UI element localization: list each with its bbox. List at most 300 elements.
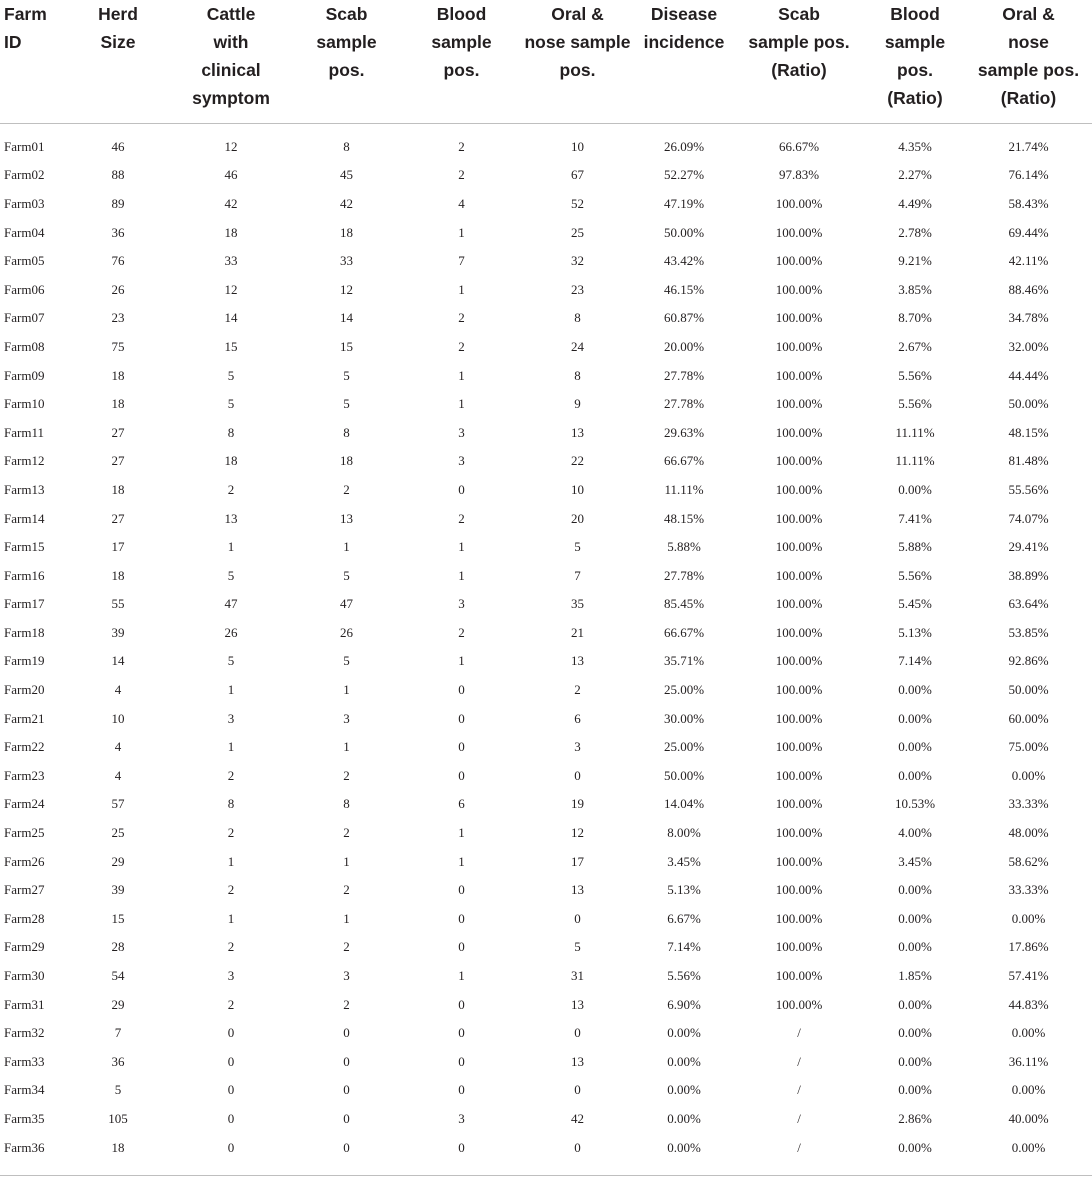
cell-disease-incidence: 6.67% [667, 910, 701, 926]
cell-farm-id: Farm07 [4, 310, 45, 326]
cell-blood-pos: 1 [458, 567, 465, 583]
cell-blood-ratio: 0.00% [898, 767, 932, 783]
table-row [0, 1019, 1092, 1048]
cell-herd-size: 4 [114, 682, 122, 698]
cell-disease-incidence: 25.00% [663, 682, 705, 698]
cell-herd-size: 29 [111, 853, 125, 869]
cell-blood-pos: 1 [458, 968, 465, 984]
cell-oral-nose-pos: 3 [574, 739, 581, 755]
cell-disease-incidence: 48.15% [663, 510, 705, 526]
cell-scab-pos: 1 [343, 682, 350, 698]
table-row [0, 704, 1092, 733]
cell-clinical-symptom: 3 [227, 710, 235, 726]
cell-scab-ratio: 100.00% [775, 281, 823, 297]
table-row [0, 161, 1092, 190]
cell-oral-nose-pos: 6 [574, 710, 581, 726]
cell-oral-nose-ratio: 50.00% [1008, 396, 1049, 412]
cell-blood-pos: 2 [458, 624, 465, 640]
cell-herd-size: 17 [111, 539, 125, 555]
cell-clinical-symptom: 14 [224, 310, 238, 326]
cell-oral-nose-ratio: 0.00% [1011, 1082, 1046, 1098]
cell-clinical-symptom: 42 [224, 195, 238, 211]
cell-oral-nose-ratio: 81.48% [1008, 453, 1049, 469]
table-row [0, 876, 1092, 905]
cell-scab-ratio: 100.00% [775, 882, 823, 898]
cell-scab-ratio: 100.00% [775, 567, 823, 583]
cell-blood-pos: 0 [458, 1139, 465, 1155]
cell-scab-ratio: / [797, 1025, 801, 1041]
cell-herd-size: 27 [111, 424, 125, 440]
cell-disease-incidence: 20.00% [663, 338, 705, 354]
cell-disease-incidence: 66.67% [663, 624, 705, 640]
table-row [0, 1133, 1092, 1162]
cell-farm-id: Farm27 [4, 882, 45, 898]
cell-oral-nose-pos: 13 [571, 1053, 584, 1069]
cell-oral-nose-ratio: 92.86% [1008, 653, 1049, 669]
cell-scab-pos: 8 [343, 424, 350, 440]
table-row [0, 418, 1092, 447]
cell-disease-incidence: 5.88% [667, 539, 701, 555]
cell-herd-size: 26 [111, 281, 125, 297]
cell-oral-nose-ratio: 60.00% [1008, 710, 1049, 726]
cell-clinical-symptom: 2 [227, 996, 235, 1012]
cell-oral-nose-ratio: 74.07% [1008, 510, 1049, 526]
cell-blood-ratio: 2.86% [898, 1110, 932, 1126]
cell-scab-pos: 8 [343, 796, 350, 812]
cell-blood-pos: 6 [458, 796, 465, 812]
table-row [0, 361, 1092, 390]
cell-oral-nose-ratio: 0.00% [1011, 767, 1046, 783]
cell-scab-pos: 18 [340, 453, 353, 469]
cell-scab-ratio: 100.00% [775, 624, 823, 640]
cell-clinical-symptom: 0 [227, 1082, 235, 1098]
cell-scab-pos: 3 [343, 968, 350, 984]
table-row [0, 619, 1092, 648]
cell-farm-id: Farm19 [4, 653, 45, 669]
table-row [0, 790, 1092, 819]
cell-disease-incidence: 66.67% [663, 453, 705, 469]
table-row [0, 590, 1092, 619]
cell-oral-nose-ratio: 53.85% [1008, 624, 1049, 640]
cell-scab-pos: 5 [343, 367, 350, 383]
cell-oral-nose-pos: 17 [571, 853, 584, 869]
cell-oral-nose-pos: 20 [571, 510, 584, 526]
table-row [0, 933, 1092, 962]
cell-blood-pos: 0 [458, 910, 465, 926]
cell-blood-ratio: 0.00% [898, 1082, 932, 1098]
cell-blood-pos: 1 [458, 224, 465, 240]
cell-disease-incidence: 14.04% [663, 796, 705, 812]
cell-blood-pos: 3 [458, 596, 465, 612]
cell-oral-nose-ratio: 69.44% [1008, 224, 1049, 240]
cell-blood-ratio: 0.00% [898, 882, 932, 898]
cell-scab-pos: 42 [340, 195, 353, 211]
cell-oral-nose-pos: 0 [574, 767, 581, 783]
cell-oral-nose-ratio: 75.00% [1008, 739, 1049, 755]
cell-scab-pos: 14 [340, 310, 353, 326]
cell-scab-pos: 26 [340, 624, 353, 640]
cell-herd-size: 36 [111, 1053, 125, 1069]
cell-scab-ratio: 100.00% [775, 253, 823, 269]
cell-blood-ratio: 4.00% [898, 825, 932, 841]
cell-blood-pos: 7 [458, 253, 465, 269]
cell-blood-ratio: 3.85% [898, 281, 932, 297]
cell-scab-ratio: 100.00% [775, 338, 823, 354]
table-row [0, 905, 1092, 934]
cell-oral-nose-ratio: 38.89% [1008, 567, 1049, 583]
cell-oral-nose-pos: 31 [571, 968, 584, 984]
cell-blood-ratio: 0.00% [898, 910, 932, 926]
cell-herd-size: 18 [111, 396, 125, 412]
cell-scab-ratio: 100.00% [775, 767, 823, 783]
cell-blood-ratio: 10.53% [894, 796, 936, 812]
cell-clinical-symptom: 12 [224, 281, 238, 297]
cell-blood-ratio: 5.45% [898, 596, 932, 612]
cell-oral-nose-ratio: 88.46% [1008, 281, 1049, 297]
cell-blood-pos: 1 [458, 653, 465, 669]
cell-oral-nose-pos: 67 [571, 167, 584, 183]
column-header-herd-size: Herd Size [64, 0, 172, 123]
cell-farm-id: Farm06 [4, 281, 45, 297]
cell-herd-size: 25 [111, 825, 125, 841]
cell-scab-pos: 2 [343, 939, 350, 955]
cell-oral-nose-pos: 8 [574, 310, 581, 326]
cell-oral-nose-ratio: 58.62% [1008, 853, 1049, 869]
cell-farm-id: Farm33 [4, 1053, 45, 1069]
table-header-row [0, 0, 1092, 123]
cell-blood-pos: 0 [458, 682, 465, 698]
column-header-farm-id: Farm ID [0, 0, 64, 123]
cell-blood-ratio: 5.56% [898, 396, 932, 412]
cell-blood-ratio: 0.00% [898, 710, 932, 726]
cell-blood-ratio: 3.45% [898, 853, 932, 869]
cell-clinical-symptom: 2 [227, 767, 235, 783]
cell-scab-pos: 0 [343, 1053, 350, 1069]
cell-farm-id: Farm25 [4, 825, 45, 841]
cell-herd-size: 39 [111, 882, 125, 898]
cell-oral-nose-pos: 9 [574, 396, 581, 412]
cell-clinical-symptom: 2 [227, 825, 235, 841]
column-header-blood-pos: Blood sample pos. [403, 0, 520, 123]
cell-blood-pos: 1 [458, 367, 465, 383]
cell-scab-ratio: 100.00% [775, 224, 823, 240]
cell-herd-size: 89 [111, 195, 125, 211]
cell-blood-ratio: 0.00% [898, 481, 932, 497]
cell-blood-pos: 2 [458, 338, 465, 354]
cell-scab-pos: 0 [343, 1025, 350, 1041]
cell-farm-id: Farm32 [4, 1025, 45, 1041]
cell-oral-nose-pos: 13 [571, 996, 584, 1012]
cell-disease-incidence: 27.78% [663, 396, 705, 412]
cell-oral-nose-ratio: 17.86% [1008, 939, 1049, 955]
cell-blood-ratio: 2.78% [898, 224, 932, 240]
cell-oral-nose-ratio: 48.15% [1008, 424, 1049, 440]
cell-disease-incidence: 11.11% [664, 481, 704, 497]
cell-blood-ratio: 9.21% [898, 253, 932, 269]
cell-oral-nose-pos: 12 [571, 825, 584, 841]
cell-clinical-symptom: 2 [227, 939, 235, 955]
cell-blood-pos: 2 [458, 138, 465, 154]
cell-herd-size: 57 [111, 796, 125, 812]
cell-farm-id: Farm34 [4, 1082, 45, 1098]
cell-clinical-symptom: 18 [224, 224, 238, 240]
table-row [0, 762, 1092, 791]
cell-blood-pos: 2 [458, 310, 465, 326]
cell-scab-ratio: / [797, 1082, 801, 1098]
cell-clinical-symptom: 0 [227, 1110, 235, 1126]
cell-scab-pos: 3 [343, 710, 350, 726]
cell-oral-nose-pos: 25 [571, 224, 584, 240]
cell-herd-size: 88 [111, 167, 125, 183]
cell-oral-nose-pos: 13 [571, 653, 584, 669]
bottom-rule-cell [0, 1162, 1092, 1176]
cell-herd-size: 18 [111, 367, 125, 383]
cell-blood-ratio: 7.41% [898, 510, 932, 526]
cell-blood-ratio: 0.00% [898, 1139, 932, 1155]
cell-farm-id: Farm08 [4, 338, 45, 354]
cell-blood-pos: 1 [458, 853, 465, 869]
cell-disease-incidence: 6.90% [667, 996, 701, 1012]
cell-scab-ratio: 100.00% [775, 596, 823, 612]
cell-scab-ratio: 100.00% [775, 710, 823, 726]
cell-oral-nose-ratio: 55.56% [1008, 481, 1049, 497]
cell-blood-pos: 0 [458, 481, 465, 497]
cell-farm-id: Farm11 [4, 424, 44, 440]
cell-farm-id: Farm21 [4, 710, 45, 726]
cell-herd-size: 23 [111, 310, 125, 326]
table-row [0, 647, 1092, 676]
cell-scab-ratio: 100.00% [775, 424, 823, 440]
cell-oral-nose-ratio: 50.00% [1008, 682, 1049, 698]
cell-clinical-symptom: 1 [227, 739, 235, 755]
cell-oral-nose-pos: 10 [571, 481, 584, 497]
cell-scab-pos: 5 [343, 567, 350, 583]
cell-blood-pos: 0 [458, 996, 465, 1012]
cell-farm-id: Farm26 [4, 853, 45, 869]
cell-oral-nose-pos: 23 [571, 281, 584, 297]
table-row [0, 218, 1092, 247]
cell-disease-incidence: 30.00% [663, 710, 705, 726]
cell-scab-ratio: 100.00% [775, 539, 823, 555]
table-body [0, 123, 1092, 1175]
cell-blood-pos: 0 [458, 1053, 465, 1069]
cell-blood-ratio: 11.11% [895, 424, 935, 440]
cell-blood-pos: 0 [458, 882, 465, 898]
table-row [0, 476, 1092, 505]
cell-herd-size: 76 [111, 253, 125, 269]
cell-farm-id: Farm30 [4, 968, 45, 984]
cell-herd-size: 105 [108, 1110, 128, 1126]
cell-disease-incidence: 3.45% [667, 853, 701, 869]
cell-disease-incidence: 60.87% [663, 310, 705, 326]
cell-disease-incidence: 43.42% [663, 253, 705, 269]
cell-scab-pos: 5 [343, 653, 350, 669]
cell-oral-nose-pos: 42 [571, 1110, 584, 1126]
cell-oral-nose-pos: 0 [574, 910, 581, 926]
cell-farm-id: Farm03 [4, 195, 45, 211]
cell-disease-incidence: 26.09% [663, 138, 705, 154]
column-header-oral-nose-pos: Oral & nose sample pos. [520, 0, 635, 123]
cell-oral-nose-pos: 5 [574, 939, 581, 955]
cell-disease-incidence: 7.14% [667, 939, 701, 955]
cell-clinical-symptom: 1 [227, 682, 235, 698]
cell-farm-id: Farm18 [4, 624, 45, 640]
cell-clinical-symptom: 12 [224, 138, 238, 154]
cell-scab-ratio: 100.00% [775, 453, 823, 469]
cell-herd-size: 75 [111, 338, 125, 354]
cell-blood-ratio: 5.88% [898, 539, 932, 555]
cell-clinical-symptom: 26 [224, 624, 238, 640]
table-row [0, 1048, 1092, 1077]
cell-scab-pos: 2 [343, 882, 350, 898]
cell-blood-ratio: 2.67% [898, 338, 932, 354]
cell-blood-ratio: 5.13% [898, 624, 932, 640]
cell-disease-incidence: 46.15% [663, 281, 705, 297]
cell-scab-ratio: 100.00% [775, 910, 823, 926]
cell-clinical-symptom: 8 [227, 796, 235, 812]
cell-scab-pos: 1 [343, 853, 350, 869]
cell-scab-pos: 8 [343, 138, 350, 154]
cell-blood-pos: 2 [458, 167, 465, 183]
cell-clinical-symptom: 1 [227, 539, 235, 555]
cell-blood-pos: 0 [458, 710, 465, 726]
cell-scab-pos: 1 [343, 539, 350, 555]
cell-oral-nose-pos: 13 [571, 424, 584, 440]
cell-scab-ratio: 100.00% [775, 796, 823, 812]
cell-scab-ratio: 100.00% [775, 653, 823, 669]
cell-oral-nose-pos: 19 [571, 796, 584, 812]
cell-oral-nose-pos: 35 [571, 596, 584, 612]
column-header-disease-incidence: Disease incidence [635, 0, 733, 123]
cell-oral-nose-ratio: 44.44% [1008, 367, 1049, 383]
cell-blood-ratio: 8.70% [898, 310, 932, 326]
cell-oral-nose-pos: 0 [574, 1082, 581, 1098]
cell-herd-size: 46 [111, 138, 125, 154]
cell-farm-id: Farm16 [4, 567, 45, 583]
cell-blood-ratio: 11.11% [895, 453, 935, 469]
cell-herd-size: 5 [114, 1082, 122, 1098]
cell-herd-size: 10 [111, 710, 125, 726]
cell-oral-nose-ratio: 32.00% [1008, 338, 1049, 354]
cell-scab-pos: 0 [343, 1110, 350, 1126]
cell-farm-id: Farm14 [4, 510, 45, 526]
cell-blood-ratio: 5.56% [898, 567, 932, 583]
cell-scab-pos: 0 [343, 1139, 350, 1155]
cell-scab-ratio: 100.00% [775, 367, 823, 383]
cell-oral-nose-pos: 13 [571, 882, 584, 898]
column-header-oral-nose-ratio: Oral & nose sample pos. (Ratio) [965, 0, 1092, 123]
cell-blood-ratio: 0.00% [898, 682, 932, 698]
cell-blood-pos: 3 [458, 424, 465, 440]
table-row [0, 819, 1092, 848]
cell-clinical-symptom: 3 [227, 968, 235, 984]
cell-blood-ratio: 0.00% [898, 1025, 932, 1041]
cell-scab-ratio: 100.00% [775, 481, 823, 497]
cell-blood-ratio: 2.27% [898, 167, 932, 183]
cell-scab-ratio: 97.83% [778, 167, 820, 183]
cell-clinical-symptom: 5 [227, 567, 235, 583]
cell-herd-size: 18 [111, 567, 125, 583]
cell-scab-pos: 2 [343, 825, 350, 841]
cell-oral-nose-ratio: 21.74% [1008, 138, 1049, 154]
column-header-blood-ratio: Blood sample pos. (Ratio) [865, 0, 965, 123]
cell-scab-ratio: 100.00% [775, 825, 823, 841]
spacer-cell [0, 123, 1092, 133]
cell-scab-ratio: 100.00% [775, 968, 823, 984]
table-row [0, 1105, 1092, 1134]
cell-oral-nose-ratio: 44.83% [1008, 996, 1049, 1012]
cell-farm-id: Farm15 [4, 539, 45, 555]
cell-scab-ratio: 100.00% [775, 310, 823, 326]
cell-clinical-symptom: 13 [224, 510, 238, 526]
cell-oral-nose-pos: 24 [571, 338, 584, 354]
cell-blood-ratio: 4.49% [898, 195, 932, 211]
cell-oral-nose-ratio: 0.00% [1011, 1025, 1046, 1041]
cell-disease-incidence: 85.45% [663, 596, 705, 612]
table-row [0, 447, 1092, 476]
cell-disease-incidence: 5.13% [667, 882, 701, 898]
cell-herd-size: 29 [111, 996, 125, 1012]
cell-blood-ratio: 1.85% [898, 968, 932, 984]
cell-disease-incidence: 0.00% [667, 1082, 701, 1098]
cell-scab-pos: 15 [340, 338, 353, 354]
table-row [0, 390, 1092, 419]
cell-herd-size: 18 [111, 1139, 125, 1155]
cell-oral-nose-pos: 52 [571, 195, 584, 211]
cell-blood-pos: 2 [458, 510, 465, 526]
cell-clinical-symptom: 47 [224, 596, 238, 612]
cell-oral-nose-ratio: 33.33% [1008, 882, 1049, 898]
column-header-scab-ratio: Scab sample pos. (Ratio) [733, 0, 865, 123]
cell-scab-pos: 2 [343, 767, 350, 783]
cell-disease-incidence: 50.00% [663, 767, 705, 783]
cell-clinical-symptom: 0 [227, 1139, 235, 1155]
cell-scab-pos: 13 [340, 510, 353, 526]
table-row [0, 304, 1092, 333]
cell-disease-incidence: 25.00% [663, 739, 705, 755]
cell-blood-ratio: 0.00% [898, 939, 932, 955]
cell-farm-id: Farm17 [4, 596, 45, 612]
cell-disease-incidence: 47.19% [663, 195, 705, 211]
table-row [0, 504, 1092, 533]
cell-farm-id: Farm35 [4, 1110, 45, 1126]
cell-herd-size: 18 [111, 481, 125, 497]
cell-farm-id: Farm05 [4, 253, 45, 269]
cell-farm-id: Farm28 [4, 910, 45, 926]
cell-clinical-symptom: 46 [224, 167, 238, 183]
cell-scab-ratio: 100.00% [775, 739, 823, 755]
cell-oral-nose-ratio: 29.41% [1008, 539, 1049, 555]
cell-disease-incidence: 0.00% [667, 1053, 701, 1069]
cell-disease-incidence: 27.78% [663, 567, 705, 583]
cell-scab-ratio: 100.00% [775, 396, 823, 412]
cell-herd-size: 27 [111, 510, 125, 526]
cell-oral-nose-pos: 0 [574, 1139, 581, 1155]
cell-herd-size: 4 [114, 739, 122, 755]
cell-scab-ratio: / [797, 1139, 801, 1155]
cell-scab-pos: 12 [340, 281, 353, 297]
cell-blood-pos: 0 [458, 767, 465, 783]
cell-farm-id: Farm12 [4, 453, 45, 469]
cell-blood-pos: 1 [458, 539, 465, 555]
cell-farm-id: Farm04 [4, 224, 45, 240]
cell-oral-nose-ratio: 34.78% [1008, 310, 1049, 326]
cell-scab-ratio: 66.67% [778, 138, 820, 154]
cell-blood-pos: 0 [458, 1082, 465, 1098]
cell-herd-size: 7 [114, 1025, 122, 1041]
cell-oral-nose-pos: 7 [574, 567, 581, 583]
cell-blood-pos: 3 [458, 453, 465, 469]
